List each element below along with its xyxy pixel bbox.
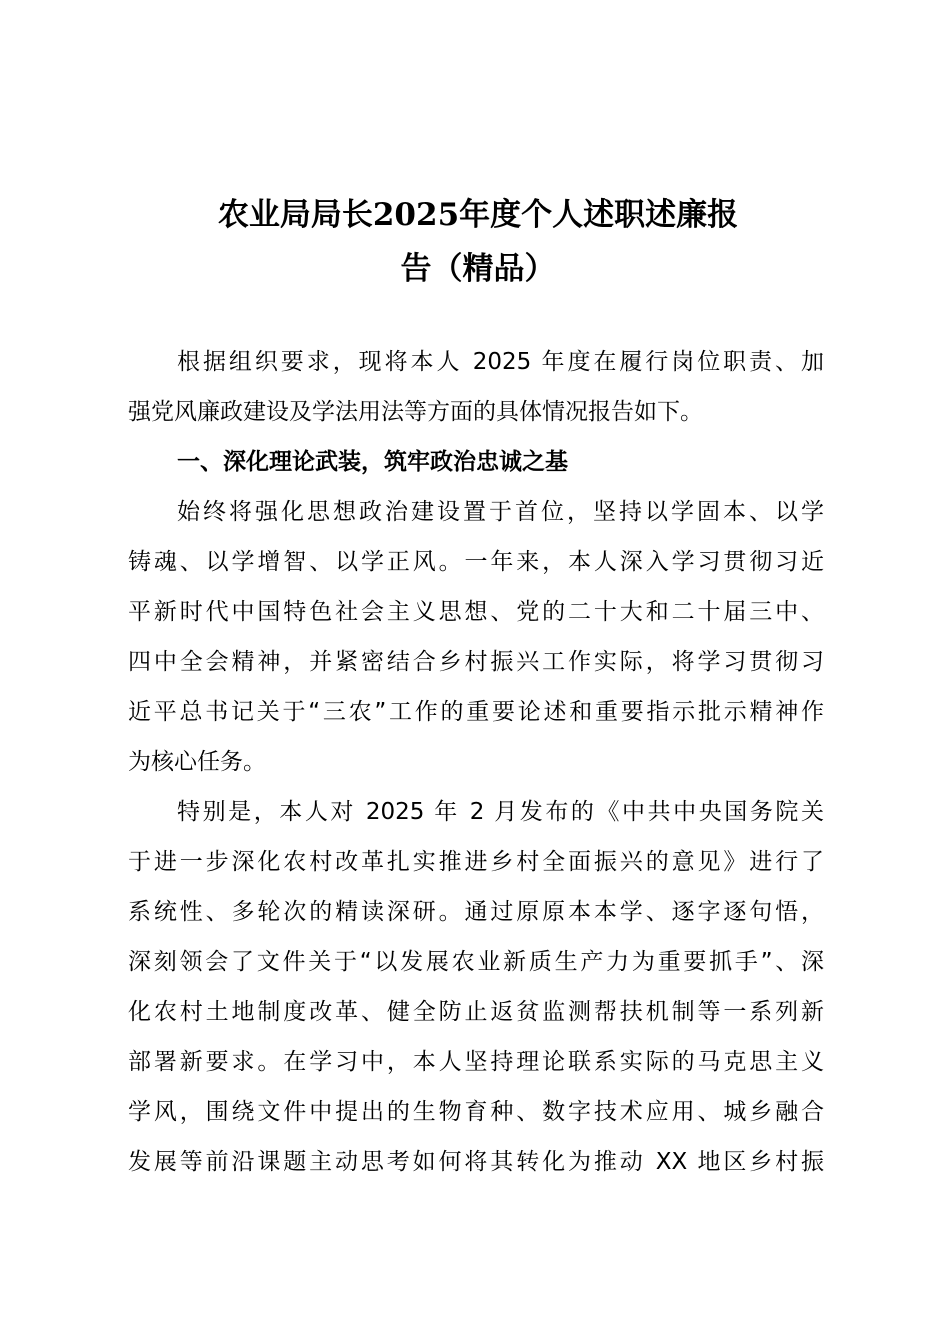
text-line: 系统性、多轮次的精读深研。通过原原本本学、逐字逐句悟， bbox=[128, 899, 824, 925]
text-line: 为核心任务。 bbox=[128, 749, 266, 775]
text-line: 根据组织要求，现将本人 2025 年度在履行岗位职责、加 bbox=[177, 349, 824, 375]
heading-line: 一、深化理论武装，筑牢政治忠诚之基 bbox=[177, 449, 568, 475]
document-body bbox=[128, 337, 824, 1187]
text-line: 深刻领会了文件关于“以发展农业新质生产力为重要抓手”、深 bbox=[128, 949, 824, 975]
paragraph-intro bbox=[128, 337, 824, 437]
text-line: 学风，围绕文件中提出的生物育种、数字技术应用、城乡融合 bbox=[128, 1099, 824, 1125]
text-line: 平新时代中国特色社会主义思想、党的二十大和二十届三中、 bbox=[128, 599, 824, 625]
text-line: 始终将强化思想政治建设置于首位，坚持以学固本、以学 bbox=[177, 499, 824, 525]
text-line: 特别是，本人对 2025 年 2 月发布的《中共中央国务院关 bbox=[177, 799, 824, 825]
text-line: 强党风廉政建设及学法用法等方面的具体情况报告如下。 bbox=[128, 399, 703, 425]
text-line: 近平总书记关于“三农”工作的重要论述和重要指示批示精神作 bbox=[128, 699, 824, 725]
section-heading-1 bbox=[128, 437, 824, 487]
title-line-2: 告（精品） bbox=[400, 251, 556, 287]
text-line: 化农村土地制度改革、健全防止返贫监测帮扶机制等一系列新 bbox=[128, 999, 824, 1025]
text-line: 铸魂、以学增智、以学正风。一年来，本人深入学习贯彻习近 bbox=[128, 549, 824, 575]
text-line: 于进一步深化农村改革扎实推进乡村全面振兴的意见》进行了 bbox=[128, 849, 824, 875]
paragraph-study bbox=[128, 487, 824, 787]
paragraph-document-study bbox=[128, 787, 824, 1187]
document-title bbox=[128, 188, 828, 296]
text-line: 部署新要求。在学习中，本人坚持理论联系实际的马克思主义 bbox=[128, 1049, 824, 1075]
title-line-1: 农业局局长2025年度个人述职述廉报 bbox=[217, 197, 739, 233]
text-line: 四中全会精神，并紧密结合乡村振兴工作实际，将学习贯彻习 bbox=[128, 649, 824, 675]
text-line: 发展等前沿课题主动思考如何将其转化为推动 XX 地区乡村振 bbox=[128, 1149, 824, 1175]
